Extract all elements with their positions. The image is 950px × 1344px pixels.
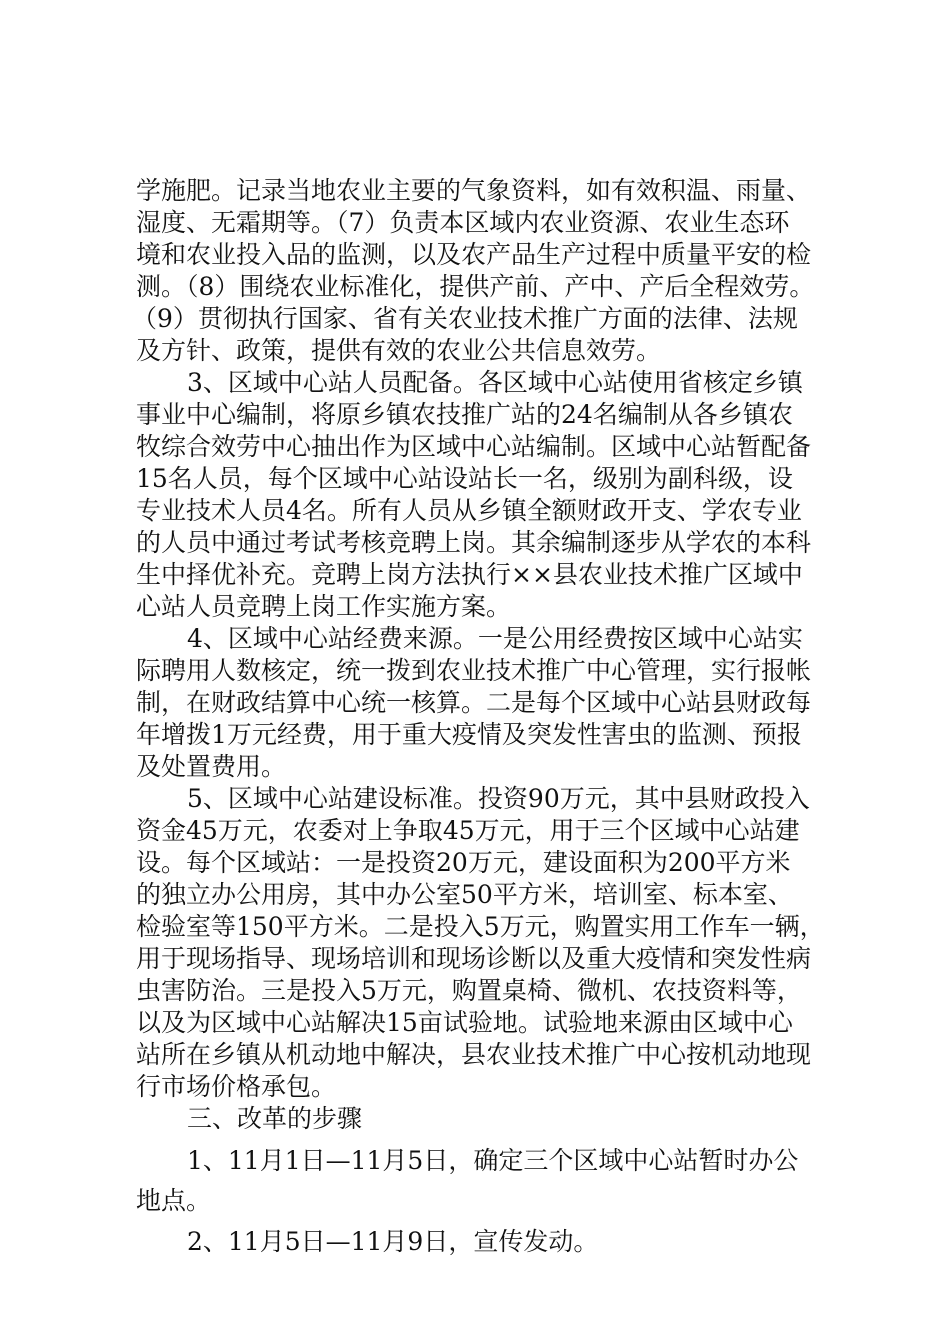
- text-line: 湿度、无霜期等。（7）负责本区域内农业资源、农业生态环: [136, 208, 790, 237]
- text-line: 资金45万元，农委对上争取45万元，用于三个区域中心站建: [136, 816, 800, 845]
- text-line: 及处置费用。: [136, 752, 287, 781]
- text-line: 心站人员竞聘上岗工作实施方案。: [136, 592, 512, 621]
- text-line: 牧综合效劳中心抽出作为区域中心站编制。区域中心站暂配备: [136, 432, 812, 461]
- text-line: 行市场价格承包。: [136, 1072, 337, 1101]
- section-heading: 三、改革的步骤: [187, 1104, 363, 1133]
- text-line: 1、11月1日—11月5日，确定三个区域中心站暂时办公: [187, 1146, 799, 1175]
- text-line: 制，在财政结算中心统一核算。二是每个区域中心站县财政每: [136, 688, 812, 717]
- text-line: 用于现场指导、现场培训和现场诊断以及重大疫情和突发性病: [136, 944, 812, 973]
- text-line: 事业中心编制，将原乡镇农技推广站的24名编制从各乡镇农: [136, 400, 793, 429]
- text-line: 3、区域中心站人员配备。各区域中心站使用省核定乡镇: [187, 368, 803, 397]
- text-line: 境和农业投入品的监测，以及农产品生产过程中质量平安的检: [136, 240, 812, 269]
- text-line: 2、11月5日—11月9日，宣传发动。: [187, 1227, 599, 1256]
- text-line: 及方针、政策，提供有效的农业公共信息效劳。: [136, 336, 662, 365]
- text-line: 学施肥。记录当地农业主要的气象资料，如有效积温、雨量、: [136, 176, 812, 205]
- text-line: 的人员中通过考试考核竞聘上岗。其余编制逐步从学农的本科: [136, 528, 812, 557]
- text-line: 测。（8）围绕农业标准化，提供产前、产中、产后全程效劳。: [136, 272, 815, 301]
- text-line: 5、区域中心站建设标准。投资90万元，其中县财政投入: [187, 784, 810, 813]
- text-line: 年增拨1万元经费，用于重大疫情及突发性害虫的监测、预报: [136, 720, 802, 749]
- text-line: 生中择优补充。竞聘上岗方法执行××县农业技术推广区域中: [136, 560, 803, 589]
- text-line: 际聘用人数核定，统一拨到农业技术推广中心管理，实行报帐: [136, 656, 812, 685]
- text-line: 以及为区域中心站解决15亩试验地。试验地来源由区域中心: [136, 1008, 793, 1037]
- text-line: 地点。: [136, 1186, 212, 1215]
- text-line: 站所在乡镇从机动地中解决，县农业技术推广中心按机动地现: [136, 1040, 812, 1069]
- text-line: 虫害防治。三是投入5万元，购置桌椅、微机、农技资料等，: [136, 976, 802, 1005]
- text-line: 15名人员，每个区域中心站设站长一名，级别为副科级，设: [136, 464, 793, 493]
- text-line: 专业技术人员4名。所有人员从乡镇全额财政开支、学农专业: [136, 496, 802, 525]
- text-line: 4、区域中心站经费来源。一是公用经费按区域中心站实: [187, 624, 803, 653]
- text-line: 的独立办公用房，其中办公室50平方米，培训室、标本室、: [136, 880, 793, 909]
- text-line: 设。每个区域站：一是投资20万元，建设面积为200平方米: [136, 848, 791, 877]
- text-line: 检验室等150平方米。二是投入5万元，购置实用工作车一辆，: [136, 912, 825, 941]
- text-line: （9）贯彻执行国家、省有关农业技术推广方面的法律、法规: [132, 304, 798, 333]
